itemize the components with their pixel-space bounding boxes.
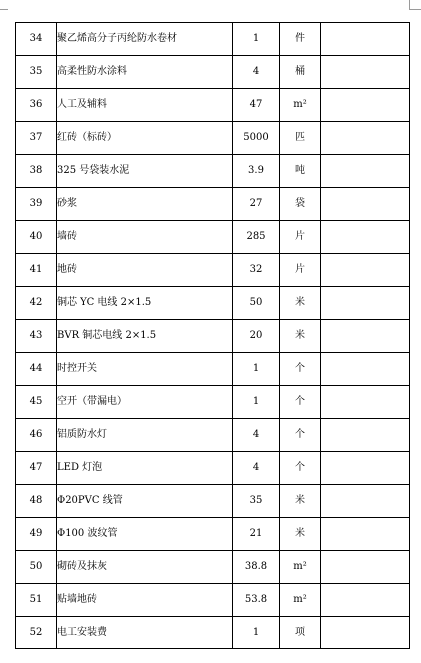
table-row [16, 386, 410, 419]
empty-cell [321, 188, 410, 221]
row-number: 52 [16, 617, 57, 649]
item-name: 时控开关 [57, 353, 233, 386]
item-quantity: 32 [233, 254, 280, 287]
item-name: Φ100 波纹管 [57, 518, 233, 551]
empty-cell [321, 584, 410, 617]
empty-cell [321, 254, 410, 287]
item-unit: 米 [280, 320, 321, 353]
item-name: 空开（带漏电） [57, 386, 233, 419]
empty-cell [321, 419, 410, 452]
row-number: 37 [16, 122, 57, 155]
item-unit: 吨 [280, 155, 321, 188]
row-number: 40 [16, 221, 57, 254]
margin-crop-mark [409, 0, 410, 10]
table-row [16, 23, 410, 56]
empty-cell [321, 221, 410, 254]
empty-cell [321, 155, 410, 188]
item-name: Φ20PVC 线管 [57, 485, 233, 518]
empty-cell [321, 551, 410, 584]
item-quantity: 47 [233, 89, 280, 122]
item-name: 红砖（标砖） [57, 122, 233, 155]
row-number: 47 [16, 452, 57, 485]
empty-cell [321, 353, 410, 386]
item-unit: 匹 [280, 122, 321, 155]
empty-cell [321, 122, 410, 155]
item-quantity: 5000 [233, 122, 280, 155]
item-quantity: 38.8 [233, 551, 280, 584]
item-name: 贴墙地砖 [57, 584, 233, 617]
item-unit: 米 [280, 287, 321, 320]
table-row [16, 485, 410, 518]
row-number: 49 [16, 518, 57, 551]
margin-crop-mark [0, 9, 8, 10]
empty-cell [321, 617, 410, 649]
item-unit: 件 [280, 23, 321, 56]
item-unit: m² [280, 584, 321, 617]
empty-cell [321, 452, 410, 485]
table-row [16, 254, 410, 287]
table-row [16, 551, 410, 584]
table-row [16, 56, 410, 89]
item-quantity: 4 [233, 56, 280, 89]
item-quantity: 3.9 [233, 155, 280, 188]
item-quantity: 35 [233, 485, 280, 518]
table-row [16, 320, 410, 353]
row-number: 36 [16, 89, 57, 122]
item-unit: m² [280, 551, 321, 584]
table-row [16, 452, 410, 485]
item-quantity: 20 [233, 320, 280, 353]
item-name: 聚乙烯高分子丙纶防水卷材 [57, 23, 233, 56]
row-number: 50 [16, 551, 57, 584]
row-number: 48 [16, 485, 57, 518]
empty-cell [321, 56, 410, 89]
item-quantity: 1 [233, 617, 280, 649]
table-row [16, 287, 410, 320]
item-name: 电工安装费 [57, 617, 233, 649]
empty-cell [321, 89, 410, 122]
table-row [16, 584, 410, 617]
item-name: 高柔性防水涂料 [57, 56, 233, 89]
table-row [16, 155, 410, 188]
row-number: 46 [16, 419, 57, 452]
item-unit: 个 [280, 452, 321, 485]
item-unit: 袋 [280, 188, 321, 221]
item-name: 人工及辅料 [57, 89, 233, 122]
table-row [16, 617, 410, 649]
empty-cell [321, 485, 410, 518]
item-quantity: 1 [233, 386, 280, 419]
row-number: 44 [16, 353, 57, 386]
row-number: 45 [16, 386, 57, 419]
empty-cell [321, 518, 410, 551]
item-quantity: 1 [233, 353, 280, 386]
item-quantity: 285 [233, 221, 280, 254]
item-name: BVR 铜芯电线 2×1.5 [57, 320, 233, 353]
item-quantity: 27 [233, 188, 280, 221]
table-row [16, 353, 410, 386]
item-quantity: 50 [233, 287, 280, 320]
row-number: 38 [16, 155, 57, 188]
item-unit: 桶 [280, 56, 321, 89]
item-name: 铜芯 YC 电线 2×1.5 [57, 287, 233, 320]
table-row [16, 419, 410, 452]
empty-cell [321, 386, 410, 419]
empty-cell [321, 320, 410, 353]
table-row [16, 221, 410, 254]
table-row [16, 122, 410, 155]
item-unit: m² [280, 89, 321, 122]
table-row [16, 188, 410, 221]
item-name: 地砖 [57, 254, 233, 287]
item-unit: 片 [280, 221, 321, 254]
item-quantity: 21 [233, 518, 280, 551]
row-number: 42 [16, 287, 57, 320]
item-quantity: 53.8 [233, 584, 280, 617]
item-unit: 片 [280, 254, 321, 287]
item-quantity: 1 [233, 23, 280, 56]
item-name: 砌砖及抹灰 [57, 551, 233, 584]
row-number: 43 [16, 320, 57, 353]
item-name: LED 灯泡 [57, 452, 233, 485]
row-number: 34 [16, 23, 57, 56]
item-unit: 个 [280, 353, 321, 386]
item-unit: 个 [280, 386, 321, 419]
empty-cell [321, 287, 410, 320]
table-row [16, 518, 410, 551]
margin-crop-mark [409, 9, 421, 10]
item-unit: 项 [280, 617, 321, 649]
row-number: 41 [16, 254, 57, 287]
item-name: 砂浆 [57, 188, 233, 221]
row-number: 51 [16, 584, 57, 617]
item-name: 铝质防水灯 [57, 419, 233, 452]
empty-cell [321, 23, 410, 56]
item-name: 墙砖 [57, 221, 233, 254]
item-unit: 米 [280, 518, 321, 551]
materials-table [15, 22, 410, 649]
item-quantity: 4 [233, 452, 280, 485]
table-row [16, 89, 410, 122]
row-number: 35 [16, 56, 57, 89]
item-unit: 米 [280, 485, 321, 518]
item-name: 325 号袋装水泥 [57, 155, 233, 188]
row-number: 39 [16, 188, 57, 221]
item-unit: 个 [280, 419, 321, 452]
item-quantity: 4 [233, 419, 280, 452]
